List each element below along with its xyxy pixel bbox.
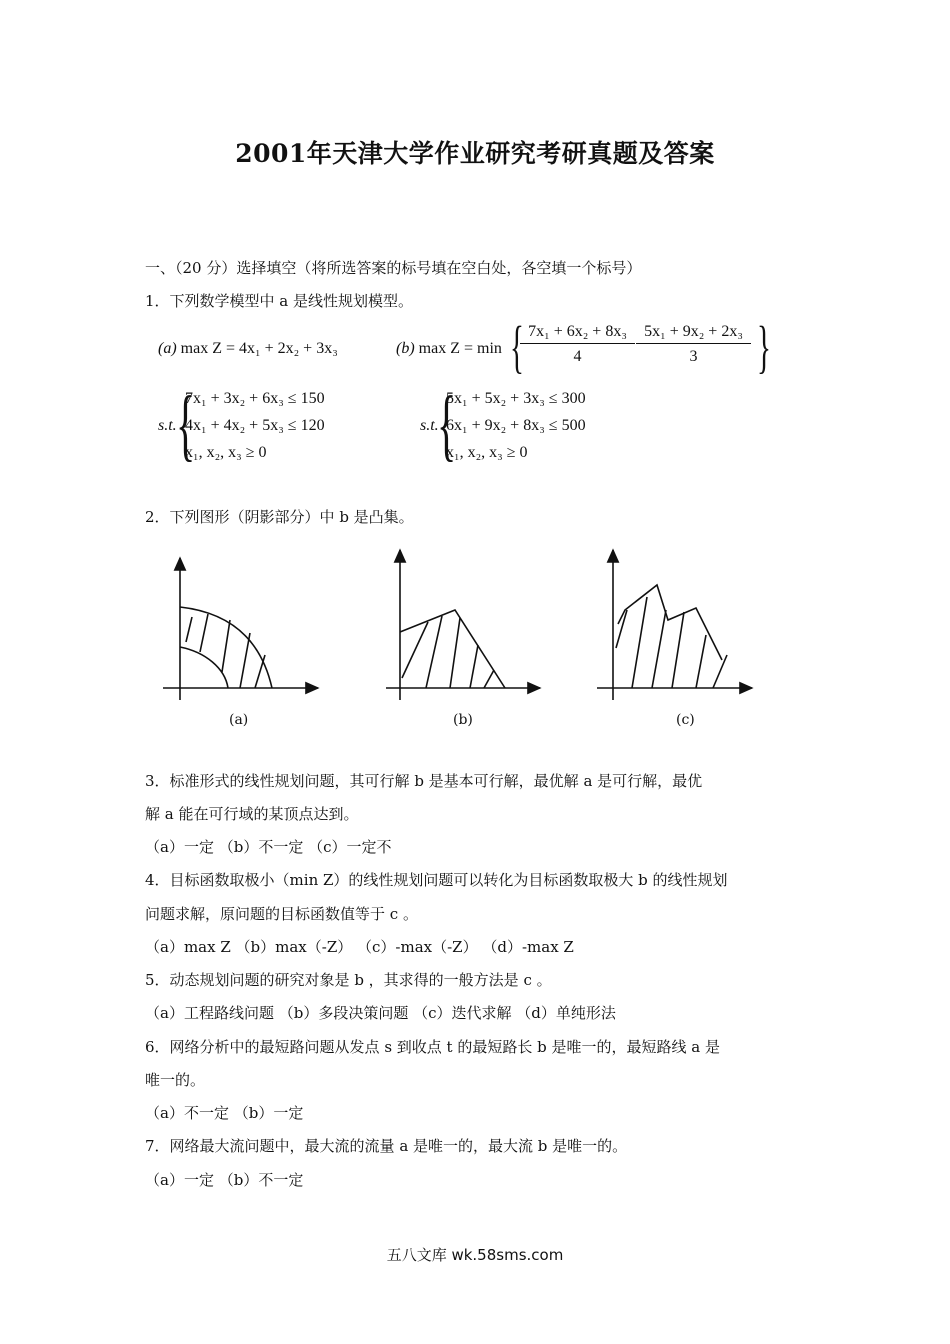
model-b-right-brace: } bbox=[757, 314, 771, 379]
page-title: 2001年天津大学作业研究考研真题及答案 bbox=[235, 139, 715, 168]
model-a-constraint-3: x₁, x₂, x₃ ≥ 0 bbox=[185, 444, 267, 461]
model-b-constraint-1: 5x₁ + 5x₂ + 3x₃ ≤ 300 bbox=[446, 390, 586, 407]
question-3-line-1: 3．标准形式的线性规划问题，其可行解 b 是基本可行解，最优解 a 是可行解，最优 bbox=[145, 772, 703, 790]
figure-c-caption: (c) bbox=[676, 712, 695, 728]
model-b-st-label: s.t. bbox=[420, 417, 439, 434]
model-b-fraction-1 bbox=[520, 323, 635, 366]
question-1-text: 1．下列数学模型中 a 是线性规划模型。 bbox=[145, 292, 414, 310]
model-a-objective: max Z = 4x₁ + 2x₂ + 3x₃ bbox=[180, 340, 338, 357]
model-a bbox=[158, 340, 338, 358]
footer-watermark: 五八文库 wk.58sms.com bbox=[386, 1246, 564, 1264]
model-b bbox=[396, 340, 502, 358]
figure-b bbox=[386, 550, 540, 700]
question-4-options: （a）max Z （b）max（-Z） （c）-max（-Z） （d）-max Z bbox=[145, 938, 574, 956]
model-b-left-brace: { bbox=[510, 314, 524, 379]
section-header: 一、（20 分）选择填空（将所选答案的标号填在空白处，各空填一个标号） bbox=[145, 259, 642, 277]
figure-b-caption: (b) bbox=[453, 712, 473, 728]
question-6-line-2: 唯一的。 bbox=[145, 1071, 206, 1089]
question-4-line-2: 问题求解，原问题的目标函数值等于 c 。 bbox=[145, 905, 418, 923]
fraction-1-numerator: 7x₁ + 6x₂ + 8x₃ bbox=[520, 323, 635, 344]
question-5-line-1: 5．动态规划问题的研究对象是 b ，其求得的一般方法是 c 。 bbox=[145, 971, 552, 989]
question-6-options: （a）不一定 （b）一定 bbox=[145, 1104, 304, 1122]
question-7-line-1: 7．网络最大流问题中，最大流的流量 a 是唯一的，最大流 b 是唯一的。 bbox=[145, 1137, 628, 1155]
question-5-options: （a）工程路线问题 （b）多段决策问题 （c）迭代求解 （d）单纯形法 bbox=[145, 1004, 616, 1022]
question-2-text: 2．下列图形（阴影部分）中 b 是凸集。 bbox=[145, 508, 414, 526]
model-b-fraction-2 bbox=[636, 323, 751, 366]
convex-set-figures bbox=[0, 540, 950, 760]
model-a-label: (a) bbox=[158, 340, 177, 357]
model-b-constraint-3: x₁, x₂, x₃ ≥ 0 bbox=[446, 444, 528, 461]
model-a-brace: { bbox=[176, 381, 196, 469]
figure-c bbox=[597, 550, 752, 700]
question-6-line-1: 6．网络分析中的最短路问题从发点 s 到收点 t 的最短路长 b 是唯一的，最短路线 a 是 bbox=[145, 1038, 720, 1056]
fraction-1-denominator: 4 bbox=[573, 348, 582, 365]
model-a-constraint-1: 7x₁ + 3x₂ + 6x₃ ≤ 150 bbox=[185, 390, 325, 407]
model-b-constraint-2: 6x₁ + 9x₂ + 8x₃ ≤ 500 bbox=[446, 417, 586, 434]
question-3-options: （a）一定 （b）不一定 （c）一定不 bbox=[145, 838, 392, 856]
fraction-2-numerator: 5x₁ + 9x₂ + 2x₃ bbox=[636, 323, 751, 344]
question-7-options: （a）一定 （b）不一定 bbox=[145, 1171, 304, 1189]
figure-a bbox=[163, 558, 318, 700]
question-3-line-2: 解 a 能在可行域的某顶点达到。 bbox=[145, 805, 359, 823]
model-a-constraint-2: 4x₁ + 4x₂ + 5x₃ ≤ 120 bbox=[185, 417, 325, 434]
question-4-line-1: 4．目标函数取极小（min Z）的线性规划问题可以转化为目标函数取极大 b 的线性规划 bbox=[145, 871, 728, 889]
figure-a-caption: (a) bbox=[229, 712, 249, 728]
model-b-brace: { bbox=[437, 381, 457, 469]
model-b-objective: max Z = min bbox=[418, 340, 502, 357]
fraction-2-denominator: 3 bbox=[689, 348, 698, 365]
model-a-st-label: s.t. bbox=[158, 417, 177, 434]
model-b-label: (b) bbox=[396, 340, 415, 357]
